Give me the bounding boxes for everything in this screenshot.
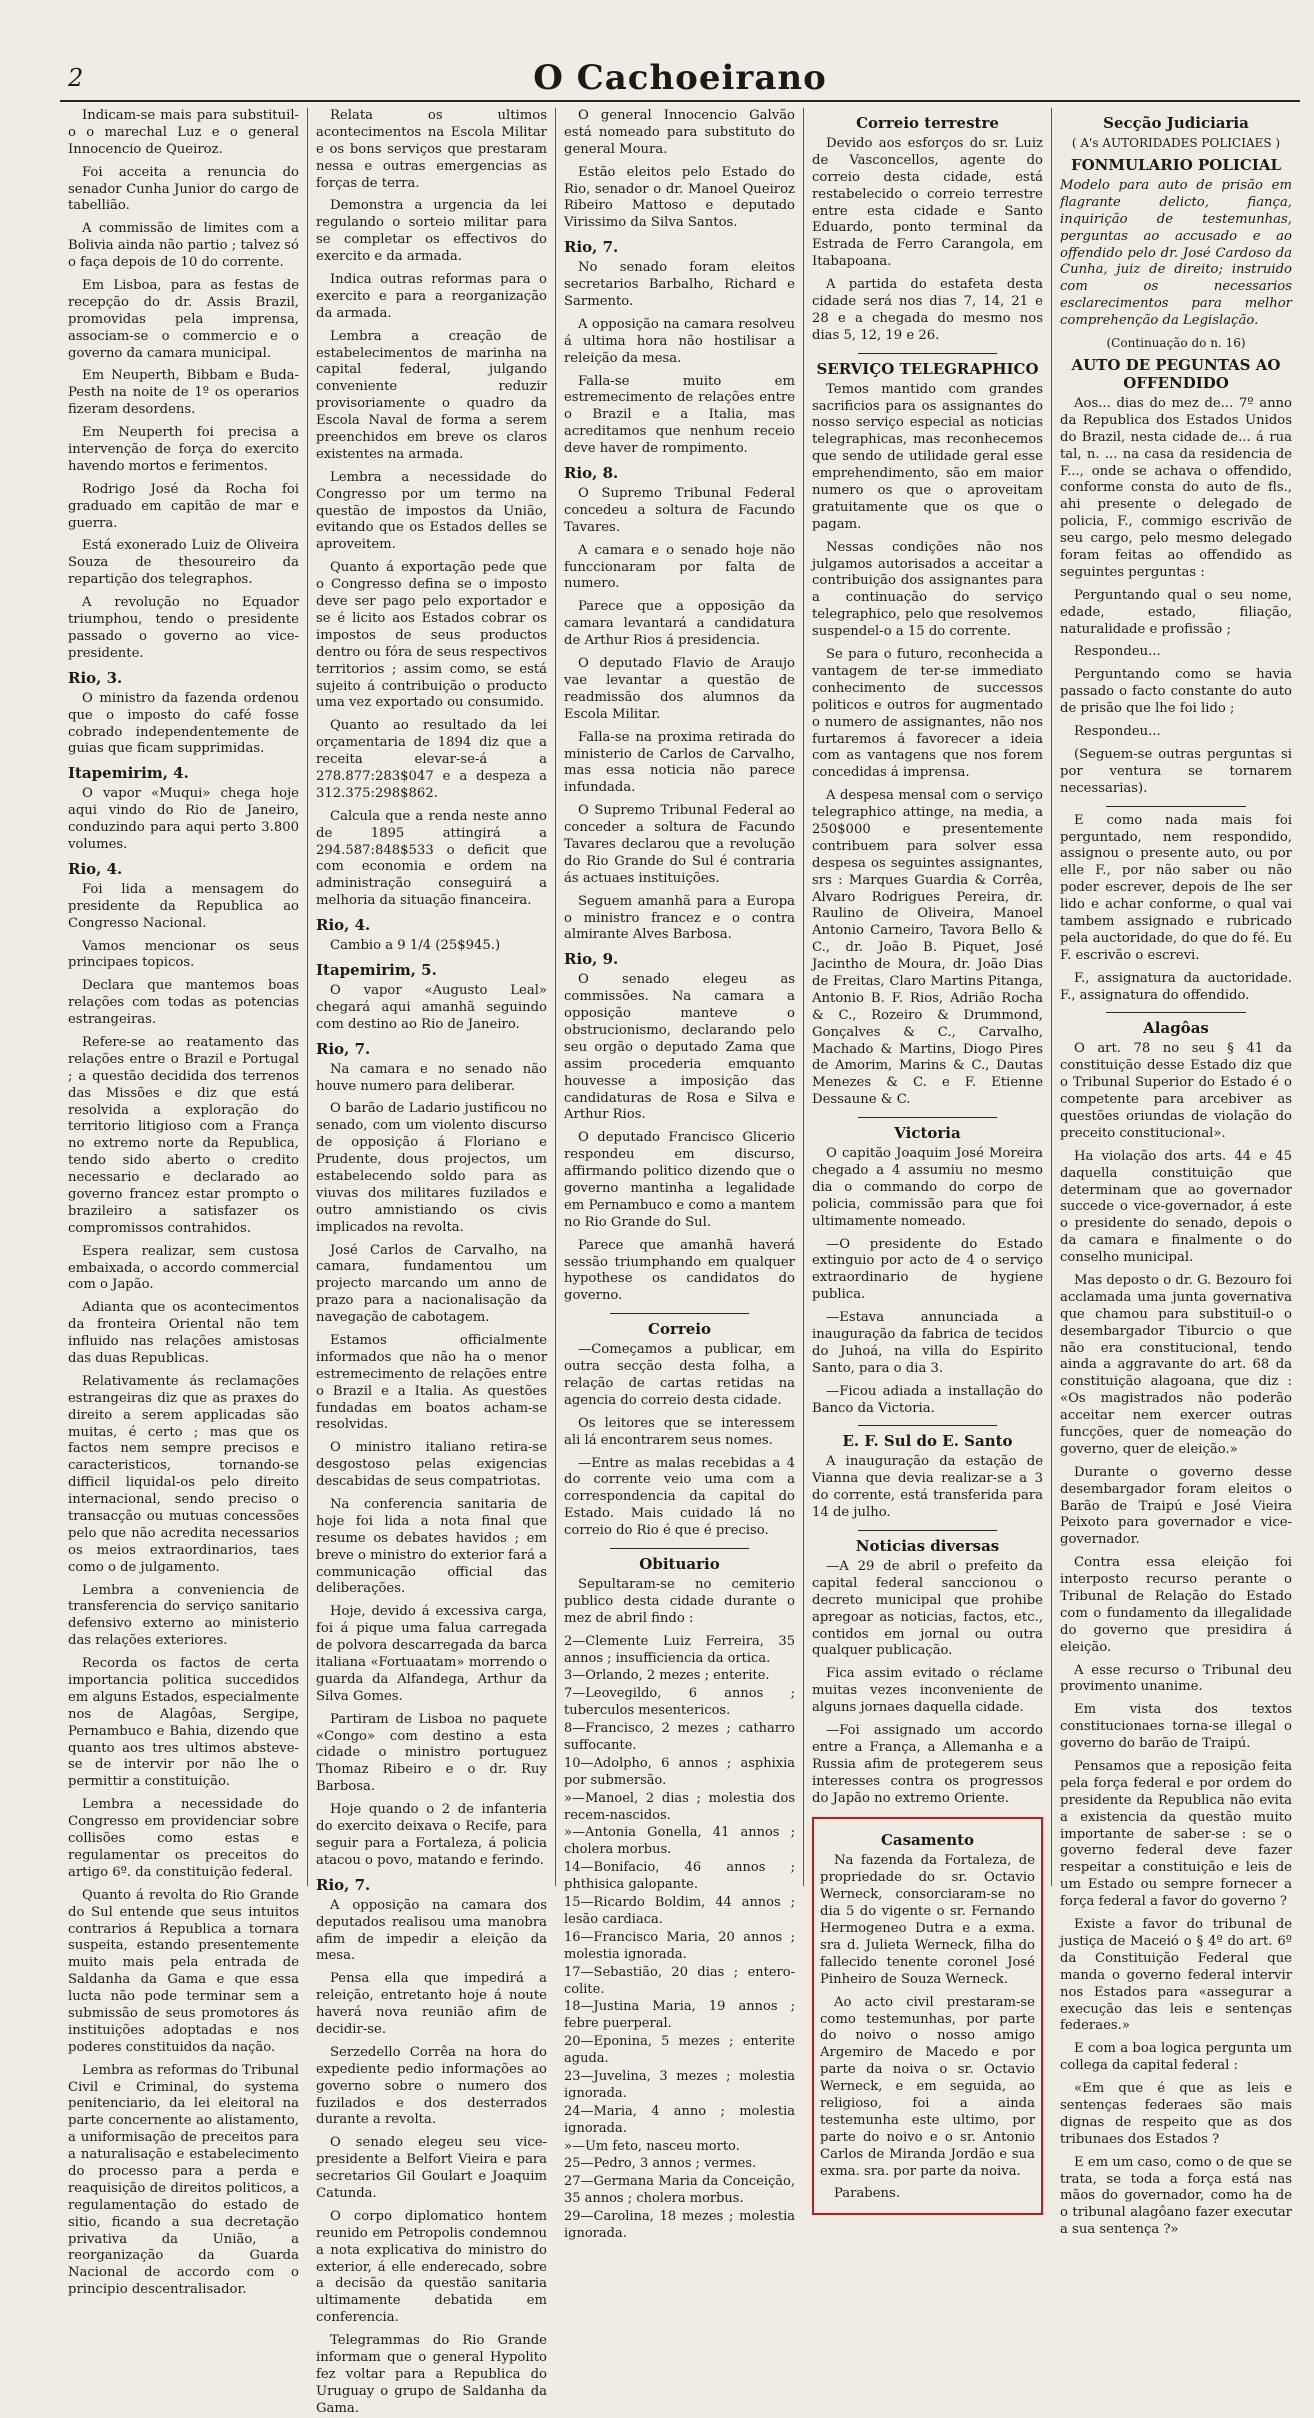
article-paragraph: E como nada mais foi perguntado, nem respondido, assignou o presente auto, ou por elle F., por não saber ou não poder escrever, depois de lhe ser lido e achar conforme, o qual vai tambem assignado e rubricado pela auctoridade, do que do fé. Eu F. escrivão o escrevi. [1060, 812, 1292, 963]
article-paragraph: A esse recurso o Tribunal deu provimento unanime. [1060, 1662, 1292, 1695]
newspaper-title: O Cachoeirano [533, 58, 827, 98]
newspaper-page [60, 56, 1300, 2416]
section-heading: Victoria [894, 1124, 961, 1143]
article-paragraph: —A 29 de abril o prefeito da capital federal sanccionou o decreto municipal que prohibe apregoar as noticias, factos, etc., contidos em jornal ou outra qualquer publicação. [812, 1559, 1043, 1659]
section-heading: Obituario [639, 1555, 720, 1574]
section-divider [858, 1530, 997, 1531]
obituary-entry: 18—Justina Maria, 19 annos ; febre puerperal. [564, 1999, 795, 2032]
article-paragraph: O corpo diplomatico hontem reunido em Petropolis condemnou a nota explicativa do ministro do exterior, á elle enderecado, sobre a decisão da questão sanitaria ultimamente debatida em conferencia. [316, 2208, 547, 2326]
article-paragraph: Pensamos que a reposição feita pela força federal e por ordem do presidente da Republica não evita a existencia da questão muito importante de saber-se : se o governo federal deve fazer respeitar a constituição e leis de um Estado ou sempre fornecer a força federal a favor do governo ? [1060, 1759, 1292, 1910]
article-paragraph: Parece que a opposição da camara levantará a candidatura de Arthur Rios á presidencia. [564, 599, 795, 649]
article-paragraph: Sepultaram-se no cemiterio publico desta cidade durante o mez de abril findo : [564, 1577, 795, 1626]
article-paragraph: Serzedello Corrêa na hora do expediente pedio informações ao governo sobre o numero dos fuzilados e dos desterrados durante a revolta. [316, 2044, 547, 2128]
section-heading: Correio terrestre [856, 114, 999, 132]
obituary-entry: 24—Maria, 4 anno ; molestia ignorada. [564, 2103, 795, 2136]
article-paragraph: Perguntando como se havia passado o facto constante do auto de prisão que lhe foi lido ; [1060, 667, 1292, 717]
article-paragraph: O vapor «Muqui» chega hoje aqui vindo do Rio de Janeiro, conduzindo para aqui perto 3.800 volumes. [68, 786, 299, 852]
dateline: Rio, 8. [564, 464, 619, 483]
section-divider [610, 1548, 749, 1549]
article-paragraph: —O presidente do Estado extinguio por acto de 4 o serviço extraordinario de hygiene publica. [812, 1236, 1043, 1303]
article-paragraph: A partida do estafeta desta cidade será nos dias 7, 14, 21 e 28 e a chegada do mesmo nos dias 5, 12, 19 e 26. [812, 277, 1043, 343]
article-paragraph: —Foi assignado um accordo entre a França, a Allemanha e a Russia afim de protegerem seus interesses contra os progressos do Japão no extremo Oriente. [812, 1723, 1043, 1806]
section-heading: Secção Judiciaria [1103, 114, 1249, 132]
dateline: Rio, 9. [564, 950, 619, 969]
dateline: Itapemirim, 5. [316, 960, 437, 979]
article-paragraph: O Supremo Tribunal Federal concedeu a soltura de Facundo Tavares. [564, 486, 795, 535]
article-paragraph: A commissão de limites com a Bolivia ainda não partio ; talvez só o faça depois de 10 do corrente. [68, 221, 299, 271]
article-paragraph: O capitão Joaquim José Moreira chegado a 4 assumiu no mesmo dia o commando do corpo de policia, commissão para que foi ultimamente nomeado. [812, 1146, 1043, 1229]
section-heading: Noticias diversas [855, 1537, 1000, 1556]
article-paragraph: Em Lisboa, para as festas de recepção do dr. Assis Brazil, promovidas pela imprensa, associam-se o commercio e o governo da camara municipal. [68, 278, 299, 361]
article-paragraph: Respondeu... [1074, 644, 1161, 660]
obituary-entry: 14—Bonifacio, 46 annos ; phthisica galopante. [564, 1860, 795, 1893]
article-paragraph: José Carlos de Carvalho, na camara, fundamentou um projecto marcando um anno de prazo para a nacionalisação da navegação de cabotagem. [316, 1242, 547, 1326]
article-paragraph: Perguntando qual o seu nome, edade, estado, filiação, naturalidade e profissão ; [1060, 587, 1292, 637]
casamento-paragraph: Parabens. [834, 2186, 901, 2202]
article-paragraph: Vamos mencionar os seus principaes topicos. [68, 938, 299, 971]
section-divider [610, 1313, 749, 1314]
article-paragraph: Adianta que os acontecimentos da fronteira Oriental não tem influido nas relações amistosas das duas Republicas. [68, 1300, 299, 1366]
article-paragraph: Relata os ultimos acontecimentos na Escola Militar e os bons serviços que prestaram nessa e outras emergencias as forças de terra. [316, 108, 547, 191]
dateline: Rio, 7. [564, 238, 619, 257]
article-paragraph: Pensa ella que impedirá a releição, entretanto hoje á noute haverá nova reunião afim de decidir-se. [316, 1971, 547, 2037]
article-paragraph: Quanto ao resultado da lei orçamentaria de 1894 diz que a receita elevar-se-á a 278.877:283$047 e a despeza a 312.375:298$862. [316, 718, 547, 801]
article-paragraph: A despesa mensal com o serviço telegraphico attinge, na media, a 250$000 e presentemente contribuem para solver essa despesa os seguintes assignantes, srs : Marques Guardia & Corrêa, Alvaro Rodrigues Pereira, dr. Raulino de Oliveira, Manoel Antonio Carneiro, Tavora Bello & C., dr. João B. Piquet, José Jacintho de Moura, dr. João Dias de Freitas, Claro Martins Pitanga, Antonio B. F. Rios, Adrião Rocha & C., Rozeiro & Drummond, Gonçalves & C., Carvalho, Machado & Martins, Diogo Pires de Amorim, Marins & C., Dautas Menezes & C. e F. Etienne Dessaune & C. [812, 788, 1043, 1108]
masthead [60, 56, 1300, 102]
article-paragraph: O deputado Francisco Glicerio respondeu em discurso, affirmando politico dizendo que o governo mantinha a legalidade em Pernambuco e como a mantem no Rio Grande do Sul. [564, 1130, 795, 1230]
article-paragraph: Lembra a necessidade do Congresso por um termo na questão de impostos da União, evitando que os Estados delles se aproveitem. [316, 469, 547, 553]
italic-note: Modelo para auto de prisão em flagrante delicto, fiança, inquirição de testemunhas, perguntas ao accusado e ao offendido pelo dr. José Cardoso da Cunha, juiz de direito; instruido com os necessarios esclarecimentos para melhor comprehenção da Legislação. [1060, 178, 1292, 329]
article-paragraph: Devido aos esforços do sr. Luiz de Vasconcellos, agente do correio desta cidade, está restabelecido o correio terrestre entre esta cidade e Santo Eduardo, ponto terminal da Estrada de Ferro Carangola, em Itabapoana. [812, 136, 1043, 270]
article-paragraph: Lembra as reformas do Tribunal Civil e Criminal, do systema penitenciario, da lei eleitoral na parte concernente ao alistamento, a uniformisação de preceitos para a naturalisação e estabelecimento do processo para a perda e reaquisição de direitos politicos, a regulamentação do estado de sitio, ficando a sua decretação privativa da União, a reorganização da Guarda Nacional de accordo com o principio descentralisador. [68, 2062, 299, 2298]
article-paragraph: Existe a favor do tribunal de justiça de Maceió o § 4º do art. 6º da Constituição Federal que manda o governo federal intervir nos Estados para «assegurar a execução das leis e sentenças federaes.» [1060, 1917, 1292, 2034]
article-paragraph: A opposição na camara dos deputados realisou uma manobra afim de impedir a eleição da mesa. [316, 1897, 547, 1964]
article-paragraph: O art. 78 no seu § 41 da constituição desse Estado diz que o Tribunal Superior do Estado é o competente para arcebiver as questões oriundas de violação do preceito constitucional». [1060, 1041, 1292, 1141]
article-paragraph: O ministro da fazenda ordenou que o imposto do café fosse cobrado independentemente de guias que ficam supprimidas. [68, 690, 299, 757]
obituary-entry: 16—Francisco Maria, 20 annos ; molestia ignorada. [564, 1929, 795, 1962]
dateline: Rio, 4. [316, 916, 371, 935]
obituary-entry: 29—Carolina, 18 mezes ; molestia ignorada. [564, 2209, 795, 2241]
section-heading: Alagôas [1143, 1019, 1209, 1038]
article-paragraph: Falla-se muito em estremecimento de relações entre o Brazil e a Italia, mas acreditamos que nenhum receio deve haver de rompimento. [564, 373, 795, 457]
article-paragraph: Refere-se ao reatamento das relações entre o Brazil e Portugal ; a questão decidida dos terrenos das Missões e diz que está resolvida a exploração do territorio litigioso com a França no extremo norte da Republica, tendo sido aberto o credito necessario e declarado ao governo francez estar prompto o brazileiro a satisfazer os compromissos contrahidos. [68, 1034, 299, 1236]
article-paragraph: A inauguração da estação de Vianna que devia realizar-se a 3 do corrente, está transferida para 14 de julho. [812, 1454, 1043, 1521]
article-paragraph: Estão eleitos pelo Estado do Rio, senador o dr. Manoel Queiroz Ribeiro Mattoso e deputado Virissimo da Silva Santos. [564, 164, 795, 231]
article-paragraph: Foi lida a mensagem do presidente da Republica ao Congresso Nacional. [68, 881, 299, 931]
obituary-entry: »—Manoel, 2 dias ; molestia dos recem-nascidos. [564, 1790, 795, 1823]
article-paragraph: Foi acceita a renuncia do senador Cunha Junior do cargo de tabellião. [68, 164, 299, 214]
article-paragraph: Demonstra a urgencia da lei regulando o sorteio militar para se completar os effectivos do exercito e da armada. [316, 198, 547, 265]
article-paragraph: Em Neuperth, Bibbam e Buda-Pesth na noite de 1º os operarios fizeram desordens. [68, 368, 299, 418]
article-paragraph: Indicam-se mais para substituil-o o marechal Luz e o general Innocencio de Queiroz. [68, 108, 299, 157]
obituary-entry: 10—Adolpho, 6 annos ; asphixia por submersão. [564, 1755, 795, 1788]
article-paragraph: O senado elegeu as commissões. Na camara a opposição manteve o obstrucionismo, declarando pelo seu orgão o deputado Zama que assim procederia emquanto houvesse a imposição das candidaturas de Rosa e Silva e Arthur Rios. [564, 972, 795, 1123]
article-paragraph: E em um caso, como o de que se trata, se toda a força está nas mãos do governador, como ha de o tribunal alagôano fazer executar a sua sentença ?» [1060, 2154, 1292, 2238]
columns [60, 108, 1300, 2416]
article-paragraph: O general Innocencio Galvão está nomeado para substituto do general Moura. [564, 108, 795, 157]
obituary-entry: 27—Germana Maria da Conceição, 35 annos ; cholera morbus. [564, 2174, 795, 2207]
article-paragraph: O deputado Flavio de Araujo vae levantar a questão de readmissão dos alumnos da Escola Militar. [564, 656, 795, 722]
section-divider [858, 1425, 997, 1426]
column-1 [60, 108, 308, 2298]
article-paragraph: Mas deposto o dr. G. Bezouro foi acclamada uma junta governativa que chamou para substituil-o o desembargador Tiburcio o que não era constitucional, tendo ainda a aggravante do art. 68 da constituição alagoana, que diz : «Os magistrados não poderão acceitar nem exercer outras funcções, quer de nomeação do governo, quer de eleição.» [1060, 1272, 1292, 1457]
column-3 [556, 108, 804, 2241]
article-paragraph: Falla-se na proxima retirada do ministerio de Carlos de Carvalho, mas essa noticia não parece infundada. [564, 729, 795, 796]
dateline: Itapemirim, 4. [68, 764, 189, 783]
article-paragraph: «Em que é que as leis e sentenças federaes são mais dignas de respeito que as dos tribunaes dos Estados ? [1060, 2081, 1292, 2147]
obituary-entry: 7—Leovegildo, 6 annos ; tuberculos mesentericos. [564, 1686, 795, 1719]
article-paragraph: Rodrigo José da Rocha foi graduado em capitão de mar e guerra. [68, 481, 299, 531]
article-paragraph: Cambio a 9 1/4 (25$945.) [330, 938, 501, 954]
article-paragraph: Estamos officialmente informados que não ha o menor estremecimento de relações entre o Brazil e a Italia. As questões fundadas em boatos acham-se resolvidas. [316, 1333, 547, 1433]
article-paragraph: Hoje quando o 2 de infanteria do exercito deixava o Recife, para seguir para a Fortaleza, á policia atacou o povo, matando e ferindo. [316, 1802, 547, 1868]
obituary-entry: 17—Sebastião, 20 dias ; entero-colite. [564, 1964, 795, 1997]
article-paragraph: (Seguem-se outras perguntas si por ventura se tornarem necessarias). [1060, 746, 1292, 796]
section-heading: Correio [648, 1320, 711, 1339]
article-paragraph: Durante o governo desse desembargador foram eleitos o Barão de Traipú e José Vieira Peixoto para governador e vice-governador. [1060, 1464, 1292, 1548]
article-paragraph: Partiram de Lisboa no paquete «Congo» com destino a esta cidade o ministro portuguez Thomaz Ribeiro e o dr. Ruy Barbosa. [316, 1711, 547, 1795]
article-paragraph: Seguem amanhã para a Europa o ministro francez e o contra almirante Alves Barbosa. [564, 893, 795, 943]
section-heading: E. F. Sul do E. Santo [842, 1432, 1013, 1451]
dateline: Rio, 4. [68, 859, 123, 878]
obituary-entry: 20—Eponina, 5 mezes ; enterite aguda. [564, 2034, 795, 2067]
article-paragraph: Na camara e no senado não houve numero para deliberar. [316, 1061, 547, 1094]
article-paragraph: No senado foram eleitos secretarios Barbalho, Richard e Sarmento. [564, 260, 795, 310]
article-paragraph: O vapor «Augusto Leal» chegará aqui amanhã seguindo com destino ao Rio de Janeiro. [316, 982, 547, 1032]
article-paragraph: A opposição na camara resolveu á ultima hora não hostilisar a releição da mesa. [564, 316, 795, 366]
casamento-title: Casamento [880, 1831, 975, 1850]
article-paragraph: —Ficou adiada a installação do Banco da Victoria. [812, 1383, 1043, 1416]
article-paragraph: Espera realizar, sem custosa embaixada, o accordo commercial com o Japão. [68, 1243, 299, 1293]
obituary-entry: 2—Clemente Luiz Ferreira, 35 annos ; insufficiencia da ortica. [564, 1633, 795, 1666]
article-paragraph: E com a boa logica pergunta um collega da capital federal : [1060, 2041, 1292, 2074]
article-paragraph: —Entre as malas recebidas a 4 do corrente veio uma com a correspondencia da capital do Estado. Mais cuidado lá no correio do Rio é que é preciso. [564, 1455, 795, 1539]
article-paragraph: Nessas condições não nos julgamos autorisados a acceitar a contribuição dos assignantes para a continuação do serviço telegraphico, pelo que resolvemos suspendel-o a 15 do corrente. [812, 539, 1043, 640]
article-paragraph: Quanto á revolta do Rio Grande do Sul entende que seus intuitos contrarios á Republica a tornara suspeita, estando presentemente muito mais pela entrada de Saldanha da Gama e que essa lucta não pode terminar sem a submissão de seus promotores ás instituições adoptadas e nos poderes constituidos da nação. [68, 1887, 299, 2055]
section-divider [858, 353, 997, 354]
column-5 [1052, 108, 1300, 2238]
article-paragraph: A revolução no Equador triumphou, tendo o presidente passado o governo ao vice-presidente. [68, 595, 299, 661]
article-paragraph: Indica outras reformas para o exercito e para a reorganização da armada. [316, 272, 547, 321]
section-divider [858, 1117, 997, 1118]
section-heading: SERVIÇO TELEGRAPHICO [816, 359, 1039, 378]
article-paragraph: Em vista dos textos constitucionaes torna-se illegal o governo do barão de Traipú. [1060, 1702, 1292, 1752]
obituary-entry: 25—Pedro, 3 annos ; vermes. [564, 2156, 757, 2172]
section-subheading: ( A's AUTORIDADES POLICIAES ) [1071, 136, 1281, 150]
article-paragraph: Telegrammas do Rio Grande informam que o general Hypolito fez voltar para a Republica do Uruguay o grupo de Saldanha da Gama. [316, 2333, 547, 2416]
article-paragraph: Calcula que a renda neste anno de 1895 attingirá a 294.587:848$533 o deficit que com economia e ordem na administração conseguirá a melhoria da situação financeira. [316, 808, 547, 909]
article-paragraph: Contra essa eleição foi interposto recurso perante o Tribunal de Relação do Estado com o fundamento da illegalidade do governo que presidira á eleição. [1060, 1555, 1292, 1655]
obituary-entry: »—Um feto, nasceu morto. [564, 2138, 740, 2154]
article-paragraph: O senado elegeu seu vice-presidente a Belfort Vieira e para secretarios Gil Goulart e Joaquim Catunda. [316, 2135, 547, 2201]
article-paragraph: Lembra a creação de estabelecimentos de marinha na capital federal, julgando conveniente reduzir provisoriamente o quadro da Escola Naval de forma a serem preenchidos em breve os claros existentes na armada. [316, 328, 547, 462]
casamento-paragraph: Ao acto civil prestaram-se como testemunhas, por parte do noivo o nosso amigo Argemiro de Macedo e por parte da noiva o sr. Octavio Werneck, e em seguida, ao religioso, foi a ainda testemunha este ultimo, por parte do noivo e o sr. Antonio Carlos de Miranda Jordão e sua exma. sra. por parte da noiva. [820, 1994, 1035, 2179]
column-4 [804, 108, 1052, 2202]
article-paragraph: Parece que amanhã haverá sessão triumphando em qualquer hypothese os candidatos do governo. [564, 1237, 795, 1304]
obituary-entry: »—Antonia Gonella, 41 annos ; cholera morbus. [564, 1825, 795, 1858]
article-paragraph: Se para o futuro, reconhecida a vantagem de ter-se immediato conhecimento de successos politicos e outros for augmentado o numero de assignantes, não nos furtaremos á favorecer a ideia com as vantagens que nos forem concedidas á imprensa. [812, 647, 1043, 781]
article-paragraph: Na conferencia sanitaria de hoje foi lida a nota final que resume os debates havidos ; em breve o ministro do exterior fará a communicação official das deliberações. [316, 1497, 547, 1597]
page-number: 2 [68, 64, 84, 92]
obituary-entry: 23—Juvelina, 3 mezes ; molestia ignorada. [564, 2068, 795, 2101]
dateline: Rio, 7. [316, 1039, 371, 1058]
article-paragraph: —Estava annunciada a inauguração da fabrica de tecidos do Juhoá, na villa do Espirito Santo, para o dia 3. [812, 1310, 1043, 1376]
dateline: Rio, 7. [316, 1875, 371, 1894]
dateline: Rio, 3. [68, 668, 123, 687]
article-paragraph: O ministro italiano retira-se desgostoso pelas exigencias descabidas de seus compatriotas. [316, 1440, 547, 1490]
article-paragraph: Temos mantido com grandes sacrificios para os assignantes do nosso serviço especial as noticias telegraphicas, mas reconhecemos que sendo de utilidade geral esse emprehendimento, são em maior numero os que o aproveitam gratuitamente que os que o pagam. [812, 381, 1043, 532]
article-paragraph: Está exonerado Luiz de Oliveira Souza de thesoureiro da repartição dos telegraphos. [68, 538, 299, 588]
article-paragraph: Lembra a necessidade do Congresso em providenciar sobre collisões como estas e regulamentar os preceitos do artigo 6º. da constituição federal. [68, 1797, 299, 1880]
article-paragraph: Respondeu... [1074, 724, 1161, 740]
article-paragraph: Quanto á exportação pede que o Congresso defina se o imposto deve ser pago pelo exportador e se é licito aos Estados cobrar os impostos de seus productos dentro ou fóra de seus respectivos territorios ; assim como, se está sujeito á contribuição o producto uma vez exportado ou consumido. [316, 560, 547, 711]
obituary-entry: 3—Orlando, 2 mezes ; enterite. [564, 1668, 770, 1684]
article-paragraph: Aos... dias do mez de... 7º anno da Republica dos Estados Unidos do Brazil, nesta cidade de... á rua tal, n. ... na casa da residencia de F..., onde se achava o offendido, conforme consta do auto de fls., ahi presente o delegado de policia, F., commigo escrivão de seu cargo, pelo mesmo delegado foram feitas ao offendido as seguintes perguntas : [1060, 396, 1292, 580]
article-paragraph: Ha violação dos arts. 44 e 45 daquella constituição que determinam que ao governador succede o vice-governador, á este o presidente do senado, depois o da camara e finalmente o do conselho municipal. [1060, 1148, 1292, 1266]
section-heading: FONMULARIO POLICIAL [1070, 156, 1282, 174]
section-heading: AUTO DE PEGUNTAS AO OFFENDIDO [1071, 356, 1281, 393]
section-subheading: (Continuação do n. 16) [1106, 336, 1246, 351]
article-paragraph: A camara e o senado hoje não funccionaram por falta de numero. [564, 542, 795, 592]
article-paragraph: F., assignatura da auctoridade. F., assignatura do offendido. [1060, 970, 1292, 1003]
article-paragraph: Recorda os factos de certa importancia politica succedidos em alguns Estados, especialmente nos de Alagôas, Sergipe, Pernambuco e Bahia, dizendo que quanto aos tres ultimos absteve-se de intervir por não lhe o permittir a constituição. [68, 1656, 299, 1790]
column-2 [308, 108, 556, 2416]
section-divider [1106, 806, 1245, 807]
casamento-paragraph: Na fazenda da Fortaleza, de propriedade do sr. Octavio Werneck, consorciaram-se no dia 5 do vigente o sr. Fernando Hermogeneo Dutra e a exma. sra d. Julieta Werneck, filha do fallecido tenente coronel José Pinheiro de Souza Werneck. [820, 1853, 1035, 1987]
article-paragraph: Relativamente ás reclamações estrangeiras diz que as praxes do direito a serem applicadas são muitas, é certo ; mas que os factos nem sempre precisos e caracteristicos, tornando-se difficil liquidal-os pelo direito internacional, sendo preciso o transacção ou mutuas concessões pelo que não acredita necessarios os meios extraordinarios, taes como o de julgamento. [68, 1373, 299, 1575]
article-paragraph: Hoje, devido á excessiva carga, foi á pique uma falua carregada de polvora descarregada da barca italiana «Fortuaatam» morrendo o guarda da Alfandega, Arthur da Silva Gomes. [316, 1604, 547, 1704]
article-paragraph: Lembra a conveniencia de transferencia do serviço sanitario defensivo externo ao ministerio das relações exteriores. [68, 1582, 299, 1649]
casamento-box [812, 1817, 1043, 2215]
article-paragraph: Os leitores que se interessem ali lá encontrarem seus nomes. [564, 1415, 795, 1448]
obituary-entry: 8—Francisco, 2 mezes ; catharro suffocante. [564, 1721, 795, 1754]
article-paragraph: Declara que mantemos boas relações com todas as potencias estrangeiras. [68, 978, 299, 1028]
article-paragraph: Fica assim evitado o réclame muitas vezes inconveniente de alguns jornaes daquella cidade. [812, 1666, 1043, 1716]
article-paragraph: O barão de Ladario justificou no senado, com um violento discurso de opposição á Floriano e Prudente, dous projectos, um estabelecendo soldo para as viuvas dos militares fuzilados e outro amnistiando os civis implicados na revolta. [316, 1101, 547, 1235]
article-paragraph: Em Neuperth foi precisa a intervenção de força do exercito havendo mortos e ferimentos. [68, 425, 299, 474]
obituary-entry: 15—Ricardo Boldim, 44 annos ; lesão cardiaca. [564, 1895, 795, 1927]
article-paragraph: O Supremo Tribunal Federal ao conceder a soltura de Facundo Tavares declarou que a revolução do Rio Grande do Sul é contraria ás actuaes instituições. [564, 803, 795, 886]
article-paragraph: —Começamos a publicar, em outra secção desta folha, a relação de cartas retidas na agencia do correio desta cidade. [564, 1342, 795, 1408]
section-divider [1106, 1012, 1245, 1013]
